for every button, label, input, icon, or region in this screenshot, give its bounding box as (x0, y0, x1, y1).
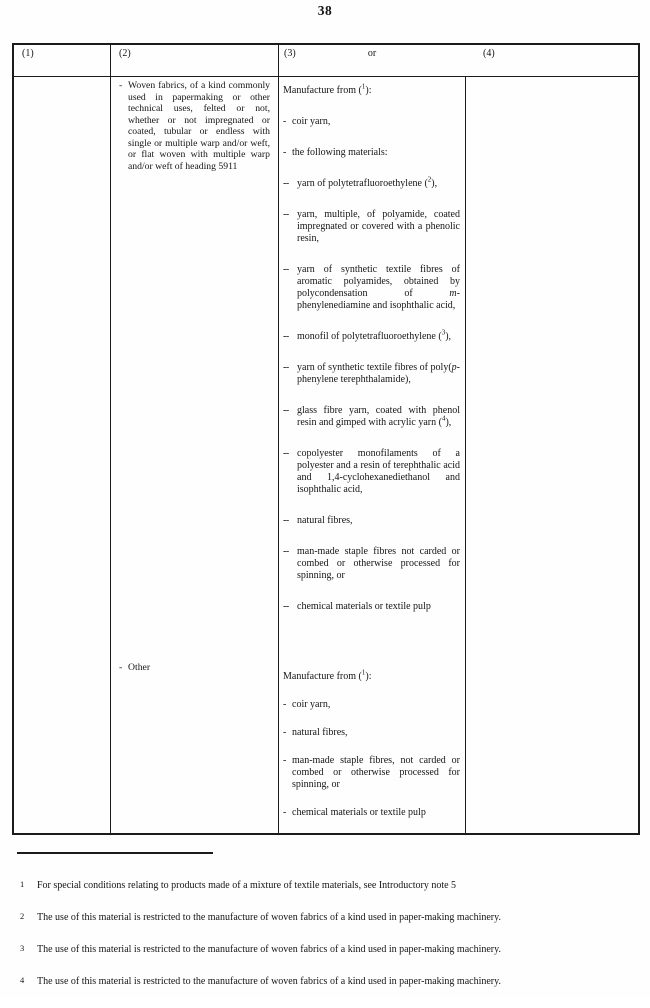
footnote-text: The use of this material is restricted to the manufacture of woven fabrics of a kind used in paper-making machinery. (37, 912, 501, 923)
dash-bullet: - (283, 116, 286, 127)
dash-bullet: -- (283, 331, 289, 342)
list-item (283, 755, 460, 791)
footnote-reference: 2 (427, 175, 432, 184)
header-col3-label: (3) (284, 48, 296, 59)
footnote-separator-rule (17, 852, 213, 854)
text-segment: chemical materials or textile pulp (297, 601, 431, 612)
header-or-label: or (367, 48, 377, 59)
text-segment: Manufacture from ( (283, 671, 362, 682)
footnote-reference: 1 (361, 668, 366, 677)
list-item (283, 264, 460, 312)
text-segment: -phenylenediamine and isophthalic acid, (297, 288, 460, 311)
body-col3-manufacture-rules (278, 77, 465, 833)
list-item (283, 175, 460, 190)
footnote-number: 1 (20, 878, 25, 889)
rules-of-origin-table (12, 43, 640, 835)
footnote-text: The use of this material is restricted to the manufacture of woven fabrics of a kind used in paper-making machinery. (37, 976, 501, 987)
text-segment: the following materials: (292, 147, 388, 158)
page-number: 38 (317, 3, 333, 18)
text-segment: yarn of polytetrafluoroethylene ( (297, 178, 428, 189)
text-segment: natural fibres, (297, 515, 353, 526)
text-segment: monofil of polytetrafluoroethylene ( (297, 331, 442, 342)
footnote-reference: 4 (441, 414, 446, 423)
text-segment: yarn of synthetic textile fibres of poly( (297, 362, 452, 373)
list-item (283, 328, 460, 343)
product-description-woven-fabrics: - Woven fabrics, of a kind commonly used in papermaking or other technical uses, felted or not, whether or not impregnated or coated, tubular or endless with single or multiple warp and/or weft, or flat woven with multiple warp and/or weft of heading 5911 (119, 80, 270, 172)
dash-bullet: -- (283, 178, 289, 189)
manufacture-rule-block-1 (283, 82, 460, 613)
footnotes-section (0, 873, 636, 1008)
dash-bullet: - (119, 662, 123, 673)
list-item (283, 546, 460, 582)
body-col4-empty (465, 77, 638, 833)
text-segment: chemical materials or textile pulp (292, 807, 426, 818)
text-segment: p (451, 362, 457, 373)
text-segment: ), (445, 331, 452, 342)
list-item (283, 727, 460, 739)
footnote-text: For special conditions relating to products made of a mixture of textile materials, see Introductory note 5 (37, 880, 457, 891)
list-item (283, 448, 460, 496)
body-col1-empty (14, 77, 110, 833)
footnote-number: 4 (20, 974, 25, 985)
list-item (283, 82, 460, 97)
text-segment: ), (431, 178, 438, 189)
header-col1: (1) (22, 48, 34, 59)
list-item (283, 515, 460, 527)
dash-bullet: - (119, 80, 123, 91)
text-segment: m (449, 288, 457, 299)
dash-bullet: -- (283, 601, 289, 612)
text-segment: copolyester monofilaments of a polyester and a resin of terephthalic acid and 1,4-cyclohexanediethanol and isophthalic acid, (297, 448, 460, 495)
header-col4-label: (4) (483, 48, 495, 59)
dash-bullet: - (283, 727, 286, 738)
manufacture-rule-block-2 (283, 668, 460, 819)
list-item (283, 601, 460, 613)
body-col2-product-description (110, 77, 278, 833)
product-description-other: - Other (119, 662, 151, 673)
header-col2: (2) (110, 45, 278, 76)
footnote-number: 2 (20, 910, 25, 921)
dash-bullet: -- (283, 515, 289, 526)
footnote-reference: 3 (441, 328, 446, 337)
text-segment: glass fibre yarn, coated with phenol resin and gimped with acrylic yarn ( (297, 405, 460, 428)
text-segment: man-made staple fibres not carded or combed or otherwise processed for spinning, or (297, 546, 460, 581)
dash-bullet: - (283, 699, 286, 710)
text-segment: man-made staple fibres, not carded or combed or otherwise processed for spinning, or (292, 755, 460, 790)
list-item (283, 147, 460, 159)
dash-bullet: - (283, 147, 286, 158)
dash-bullet: -- (283, 209, 289, 220)
text-segment: natural fibres, (292, 727, 348, 738)
footnote-text: The use of this material is restricted to the manufacture of woven fabrics of a kind used in paper-making machinery. (37, 944, 501, 955)
dash-bullet: -- (283, 362, 289, 373)
list-item (283, 807, 460, 819)
table-body-row (14, 77, 638, 833)
text-segment: coir yarn, (292, 116, 331, 127)
dash-bullet: -- (283, 405, 289, 416)
dash-bullet: -- (283, 448, 289, 459)
footnote (0, 944, 636, 956)
footnote (0, 880, 636, 892)
header-col4 (465, 45, 638, 76)
dash-bullet: -- (283, 546, 289, 557)
text-segment: ): (365, 85, 372, 96)
text-segment: Manufacture from ( (283, 85, 362, 96)
list-item (283, 699, 460, 711)
list-item (283, 405, 460, 429)
list-item (283, 362, 460, 386)
text-segment: ): (365, 671, 372, 682)
list-item (283, 116, 460, 128)
text-segment: -phenylene terephthalamide), (297, 362, 460, 385)
footnote-number: 3 (20, 942, 25, 953)
footnote-reference: 1 (361, 82, 366, 91)
text-segment: yarn, multiple, of polyamide, coated impregnated or covered with a phenolic resin, (297, 209, 460, 244)
header-col3 (278, 45, 465, 76)
list-item (283, 209, 460, 245)
footnote (0, 912, 636, 924)
text-segment: yarn of synthetic textile fibres of aromatic polyamides, obtained by polycondensation of (297, 264, 460, 299)
dash-bullet: -- (283, 264, 289, 275)
text-segment: coir yarn, (292, 699, 331, 710)
dash-bullet: - (283, 807, 286, 818)
table-header-row (14, 45, 638, 77)
list-item (283, 668, 460, 683)
footnote (0, 976, 636, 988)
dash-bullet: - (283, 755, 286, 766)
text-segment: ), (445, 417, 452, 428)
